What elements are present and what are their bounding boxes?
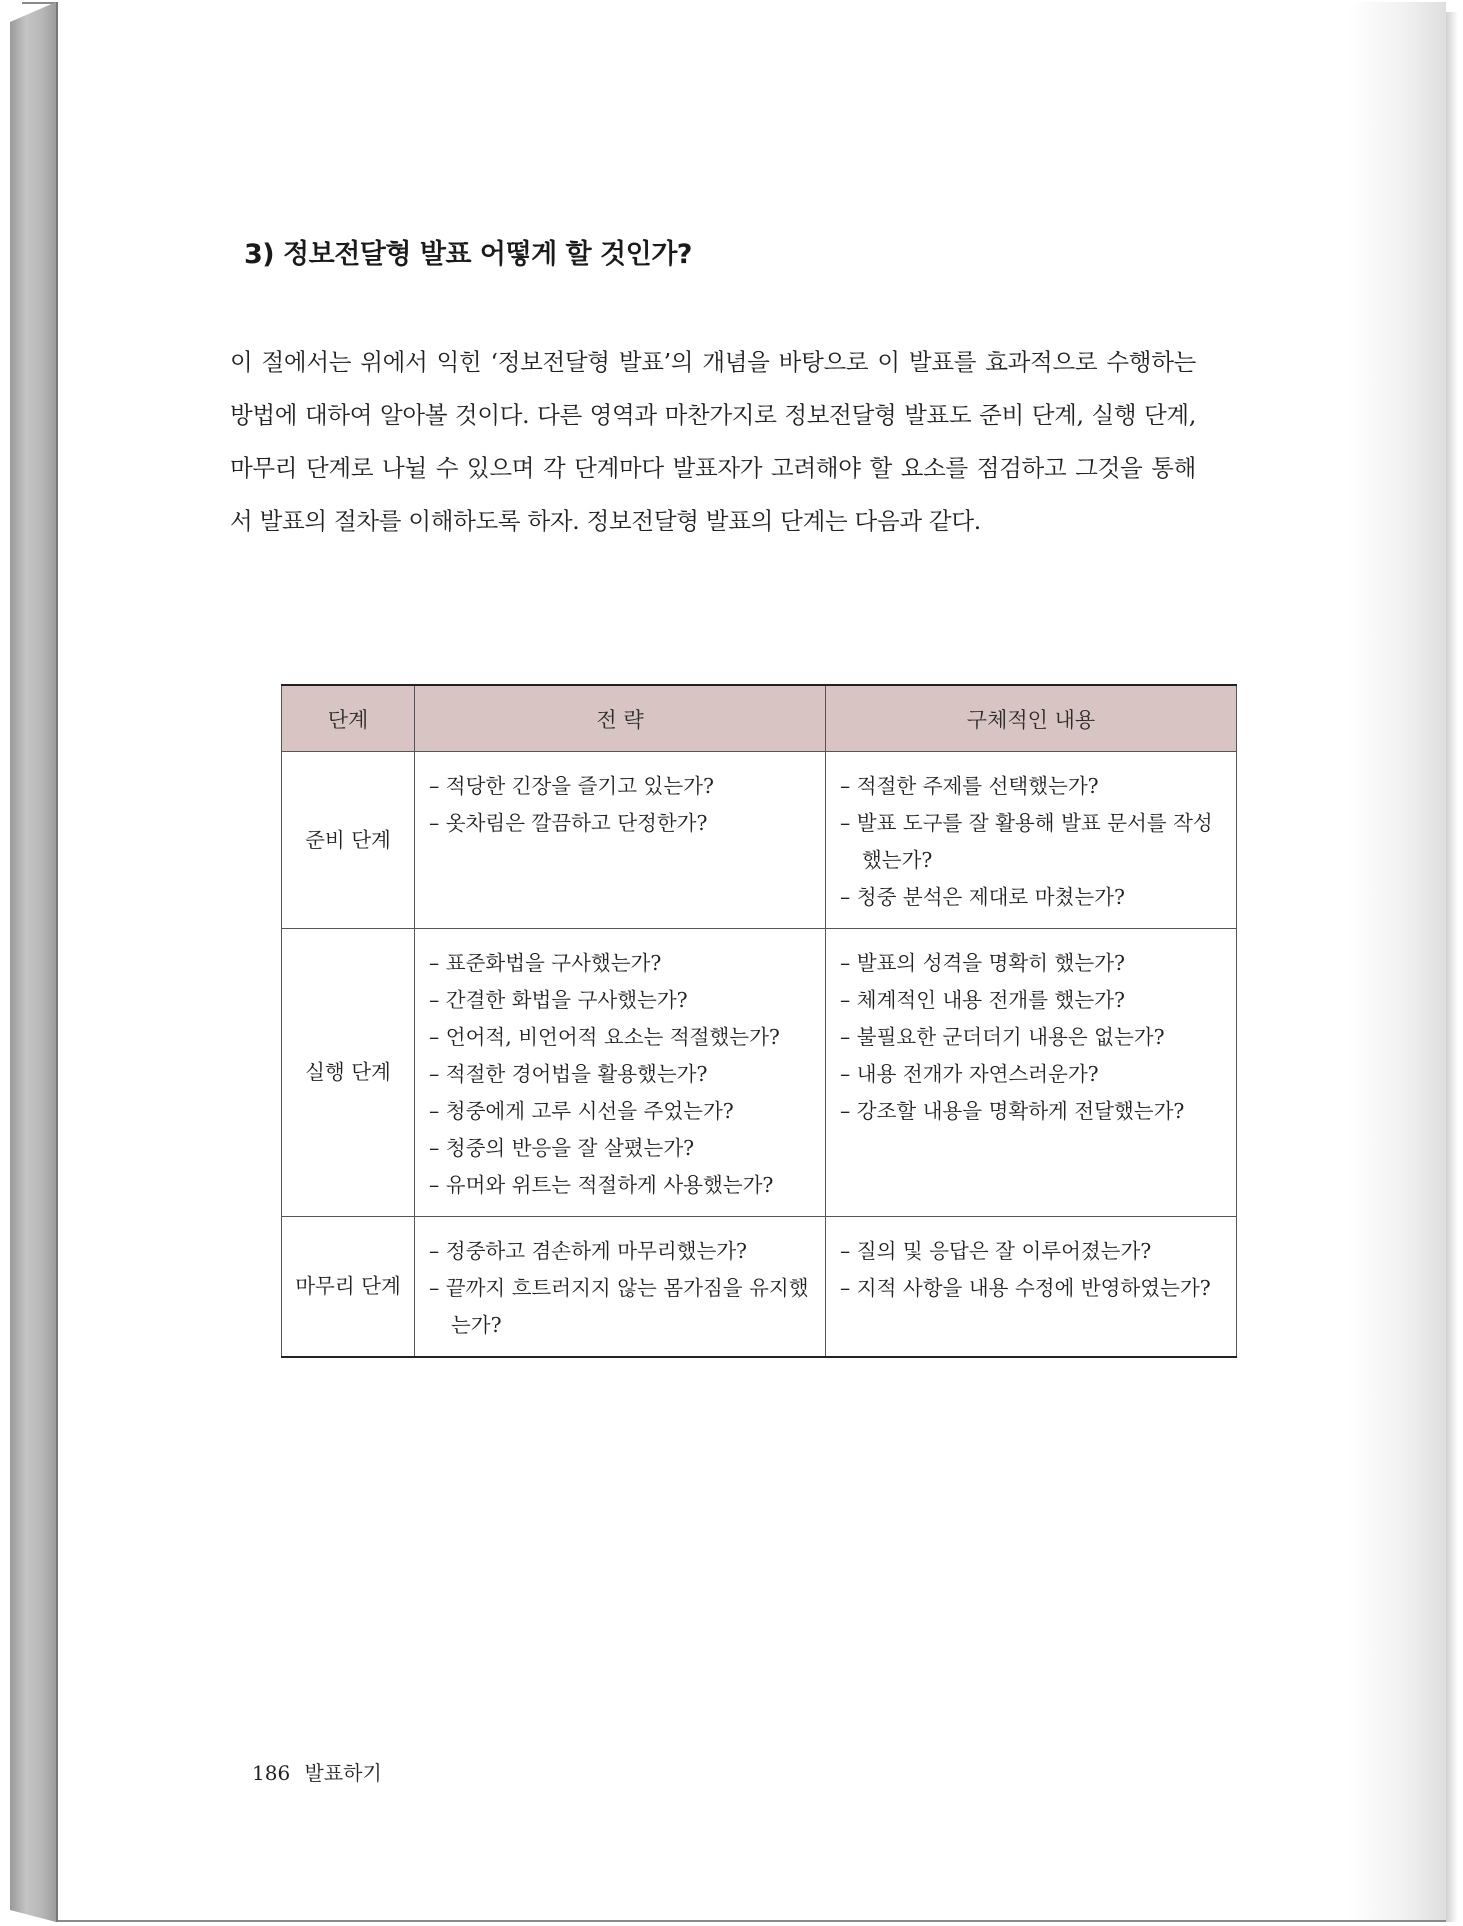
list-item: – 간결한 화법을 구사했는가? (429, 982, 815, 1019)
details-cell (826, 1217, 1237, 1358)
strategy-cell (415, 1217, 826, 1358)
page-shadow (1446, 12, 1458, 1922)
header-details: 구체적인 내용 (826, 685, 1237, 752)
stage-cell: 준비 단계 (282, 752, 415, 929)
details-cell (826, 752, 1237, 929)
section-title: 3) 정보전달형 발표 어떻게 할 것인가? (244, 239, 692, 270)
stage-cell: 마무리 단계 (282, 1217, 415, 1358)
list-item: – 발표의 성격을 명확히 했는가? (840, 945, 1226, 982)
list-item: – 질의 및 응답은 잘 이루어졌는가? (840, 1233, 1226, 1270)
list-item: – 적절한 경어법을 활용했는가? (429, 1056, 815, 1093)
page-footer (252, 1757, 382, 1786)
list-item: – 청중에게 고루 시선을 주었는가? (429, 1093, 815, 1130)
strategy-cell (415, 929, 826, 1217)
list-item: – 표준화법을 구사했는가? (429, 945, 815, 982)
list-item: – 유머와 위트는 적절하게 사용했는가? (429, 1167, 815, 1204)
table-row (282, 752, 1237, 929)
stage-cell: 실행 단계 (282, 929, 415, 1217)
list-item: – 발표 도구를 잘 활용해 발표 문서를 작성했는가? (840, 805, 1226, 879)
list-item: – 언어적, 비언어적 요소는 적절했는가? (429, 1019, 815, 1056)
stages-table (281, 684, 1237, 1358)
page-number: 186 (252, 1761, 291, 1785)
list-item: – 옷차림은 깔끔하고 단정한가? (429, 805, 815, 842)
running-title: 발표하기 (304, 1761, 382, 1785)
list-item: – 적당한 긴장을 즐기고 있는가? (429, 768, 815, 805)
table-header-row (282, 685, 1237, 752)
list-item: – 강조할 내용을 명확하게 전달했는가? (840, 1093, 1226, 1130)
header-stage: 단계 (282, 685, 415, 752)
list-item: – 끝까지 흐트러지지 않는 몸가짐을 유지했는가? (429, 1270, 815, 1344)
header-strategy: 전 략 (415, 685, 826, 752)
intro-paragraph: 이 절에서는 위에서 익힌 ‘정보전달형 발표’의 개념을 바탕으로 이 발표를 효과적으로 수행하는 방법에 대하여 알아볼 것이다. 다른 영역과 마찬가지로 정보전달형 발표도 준비 단계, 실행 단계, 마무리 단계로 나뉠 수 있으며 각 단계마다 발표자가 고려해야 할 요소를 점검하고 그것을 통해서 발표의 절차를 이해하도록 하자. 정보전달형 발표의 단계는 다음과 같다. (230, 348, 1196, 535)
table-row (282, 1217, 1237, 1358)
strategy-cell (415, 752, 826, 929)
details-cell (826, 929, 1237, 1217)
book-spine (10, 2, 56, 1922)
list-item: – 내용 전개가 자연스러운가? (840, 1056, 1226, 1093)
list-item: – 적절한 주제를 선택했는가? (840, 768, 1226, 805)
table-row (282, 929, 1237, 1217)
list-item: – 체계적인 내용 전개를 했는가? (840, 982, 1226, 1019)
list-item: – 지적 사항을 내용 수정에 반영하였는가? (840, 1270, 1226, 1307)
list-item: – 청중의 반응을 잘 살폈는가? (429, 1130, 815, 1167)
list-item: – 청중 분석은 제대로 마쳤는가? (840, 879, 1226, 916)
list-item: – 불필요한 군더더기 내용은 없는가? (840, 1019, 1226, 1056)
list-item: – 정중하고 겸손하게 마무리했는가? (429, 1233, 815, 1270)
